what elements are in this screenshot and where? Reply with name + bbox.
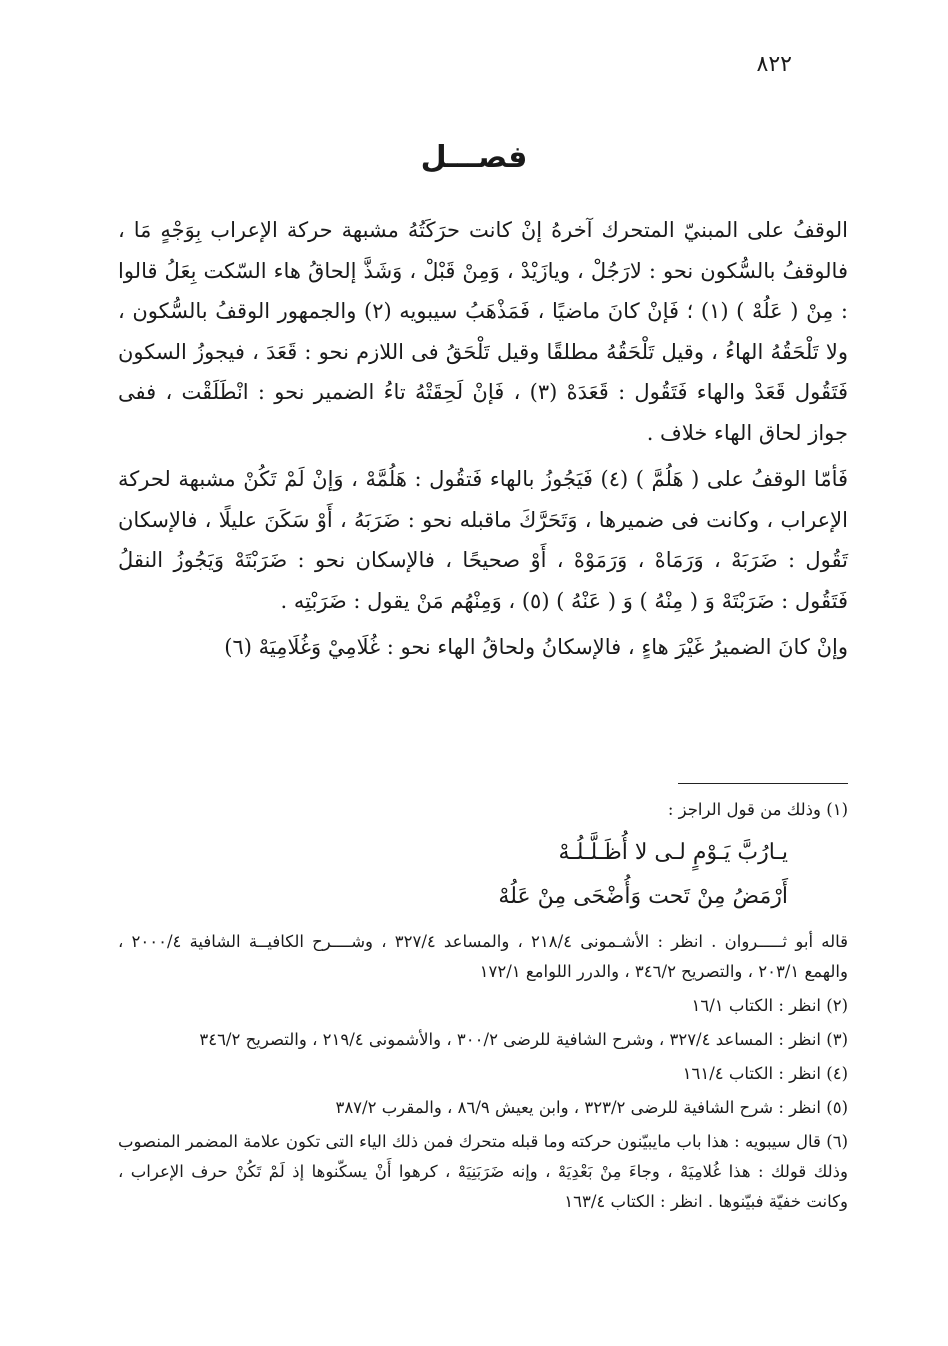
footnote-1-intro: (١) وذلك من قول الراجز : — [667, 800, 848, 819]
footnote-1-source: قاله أبو ثـــــروان . انظر : الأشـمونى ٢١٨/٤ ، والمساعد ٣٢٧/٤ ، وشــــرح الكافيــة الشافية ٢٠٠٠/٤ ، والهمع ٢٠٣/١ ، والتصريح ٣٤٦/٢ ، والدرر اللوامع ١٧٢/١ — [118, 932, 849, 981]
paragraph-2: فَأمّا الوقفُ على ( هَلُمَّ ) (٤) فَيَجُوزُ بالهاء فَتقُول : هَلُمَّهْ ، وَإنْ لَمْ تَكُنْ مشبهة لحركة الإعراب ، وكانت فى ضميرها ، وَتَحَرَّكَ ماقبله نحو : ضَرَبَهُ ، أَوْ سَكَنَ عليلًا ، فالإسكان تَقُول : ضَرَبَهْ ، وَرَمَاهْ ، وَرَمَوْهْ ، أَوْ صحيحًا ، فالإسكان نحو : ضَرَبْتَهْ وَيَجُوزُ النقلُ فَتَقُول : ضَرَبْتَهْ وَ ( مِنْهُ ) وَ ( عَنْهُ ) (٥) ، وَمِنْهُم مَنْ يقول : ضَرَبْتِه . — [118, 467, 849, 613]
verse-line-2: أَرْمَضُ مِنْ تَحت وَأُضْحَى مِنْ عَلُهْ — [498, 884, 788, 909]
footnote-5: (٥) انظر : شرح الشافية للرضى ٣٢٣/٢ ، وابن يعيش ٨٦/٩ ، والمقرب ٣٨٧/٢ — [335, 1098, 848, 1117]
section-title: فصـــل — [420, 140, 528, 175]
paragraph-1: الوقفُ على المبنيّ المتحرك آخرهُ إنْ كانت حرَكَتُهُ مشبهة حركة الإعراب بِوَجْهٍ مَا ، فالوقفُ بالسُّكون نحو : لارَجُلْ ، ويازَيْدْ ، وَمِنْ قَبْلْ ، وَشَذَّ إلحاقُ هاء السّكت بِعَلُ قالوا : مِنْ ( عَلُهْ ) (١) ؛ فَإنْ كانَ ماضيًا ، فَمَذْهَبُ سيبويه (٢) والجمهور الوقفُ بالسُّكون ، ولا تَلْحَقُهُ الهاءُ ، وقيل تَلْحَقُهُ مطلقًا وقيل تَلْحَقُ فى اللازم نحو : قَعَدَ ، فيجوزُ السكون فَتَقُول قَعَدْ والهاء فَتَقُول : قَعَدَهْ (٣) ، فَإنْ لَحِقَتْهُ تاءُ الضمير نحو : انْطَلَقْت ، ففى جواز لحاق الهاء خلاف . — [118, 218, 848, 445]
footnotes — [118, 795, 848, 1221]
footnote-3: (٣) انظر : المساعد ٣٢٧/٤ ، وشرح الشافية للرضى ٣٠٠/٢ ، والأشمونى ٢١٩/٤ ، والتصريح ٣٤٦/٢ — [199, 1030, 848, 1049]
footnote-separator — [678, 783, 848, 784]
paragraph-3: وإنْ كانَ الضميرُ غَيْرَ هاءٍ ، فالإسكانُ ولحاقُ الهاء نحو : غُلَامِيْ وَغُلَامِيَهْ (٦) — [224, 635, 848, 659]
page-number: ٨٢٢ — [756, 52, 792, 77]
main-text — [118, 210, 848, 674]
footnote-2: (٢) انظر : الكتاب ١٦/١ — [691, 996, 848, 1015]
footnote-4: (٤) انظر : الكتاب ١٦١/٤ — [682, 1064, 848, 1083]
poetry-verse — [118, 831, 848, 919]
footnote-6: (٦) قال سيبويه : هذا باب مايبيّنون حركته وما قبله متحرك فمن ذلك الياء التى تكون علامة المضمر المنصوب وذلك قولك : هذا غُلامِيَهْ ، وجاءَ مِنْ بَعْدِيَهْ ، وإنه ضَرَبَنِيَهْ ، كرهوا أَنْ يسكّنوها إذ لَمْ تَكُنْ حرف الإعراب ، وكانت خفيّة فبيّنوها . انظر : الكتاب ١٦٣/٤ — [118, 1132, 848, 1211]
verse-line-1: يـارُبَّ يَـوْمٍ لـى لا أُظَـلَّـلُـهْ — [558, 840, 788, 865]
